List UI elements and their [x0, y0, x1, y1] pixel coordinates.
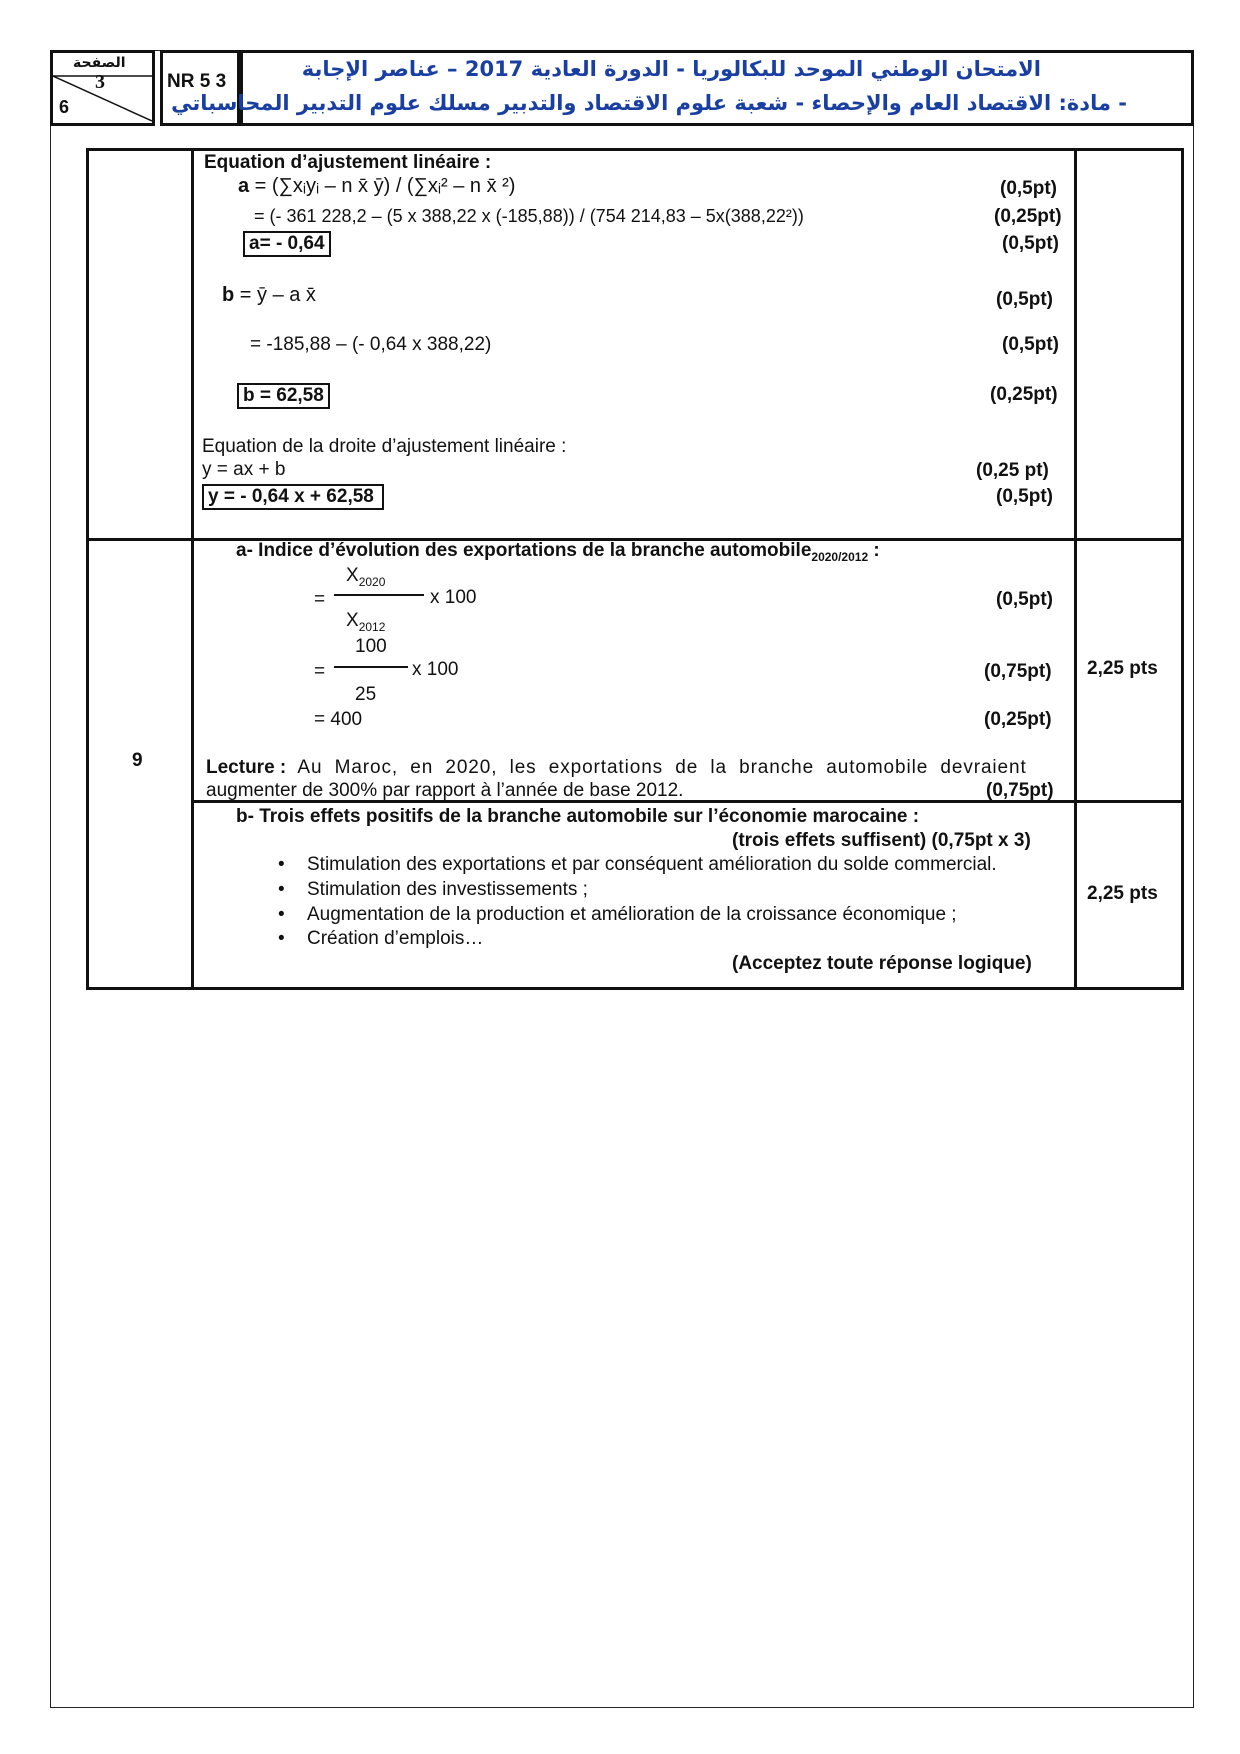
points: (0,5pt): [1002, 334, 1059, 355]
frac1-den: X: [346, 610, 359, 631]
frac1-denominator: [346, 610, 385, 634]
a-formula: [238, 175, 515, 198]
page-total: 6: [59, 97, 70, 117]
list-bullet: •: [278, 928, 285, 949]
fraction-line: [334, 666, 408, 668]
line-result: y = - 0,64 x + 62,58: [202, 484, 384, 510]
b-label: b: [222, 284, 235, 306]
equals-sign: =: [314, 661, 326, 682]
times-100: x 100: [430, 587, 477, 608]
a-calculation: = (- 361 228,2 – (5 x 388,22 x (-185,88)) / (754 214,83 – 5x(388,22²)): [254, 206, 804, 226]
a-heading-text: a- Indice d’évolution des exportations de la branche automobile: [236, 540, 812, 561]
question-number-cell: [86, 148, 194, 541]
b-formula: [222, 284, 316, 307]
a-formula-text: = (∑xᵢyᵢ – n x̄ ȳ) / (∑xᵢ² – n x̄ ²): [249, 175, 516, 197]
exam-code: NR 5 3: [167, 71, 227, 92]
b-note: (trois effets suffisent) (0,75pt x 3): [732, 830, 1031, 851]
points: (0,5pt): [996, 589, 1053, 610]
list-bullet: •: [278, 879, 285, 900]
points: (0,75pt): [984, 661, 1052, 682]
b-result: b = 62,58: [237, 383, 330, 409]
lecture-text: Au Maroc, en 2020, les exportations de la branche automobile devraient: [286, 757, 1027, 778]
points-cell-8: [1074, 148, 1184, 541]
frac2-numerator: 100: [355, 636, 387, 657]
times-100: x 100: [412, 659, 459, 680]
b-formula-text: = ȳ – a x̄: [234, 284, 316, 306]
list-bullet: •: [278, 854, 285, 875]
frac1-num: X: [346, 565, 359, 586]
a-label: a: [238, 175, 250, 197]
points: (0,5pt): [1002, 233, 1059, 254]
frac1-numerator: [346, 565, 385, 589]
total-points: 2,25 pts: [1087, 658, 1158, 679]
line-heading: Equation de la droite d’ajustement linéaire :: [202, 436, 567, 457]
points: (0,25pt): [984, 709, 1052, 730]
points: (0,25pt): [990, 384, 1058, 405]
page-number: 3: [95, 71, 105, 93]
lecture-line-2: augmenter de 300% par rapport à l’année de base 2012.: [206, 780, 684, 801]
list-item: Augmentation de la production et amélioration de la croissance économique ;: [307, 904, 957, 925]
frac1-den-sub: 2012: [358, 619, 386, 634]
result: = 400: [314, 709, 363, 730]
list-bullet: •: [278, 904, 285, 925]
b-calculation: = -185,88 – (- 0,64 x 388,22): [250, 334, 492, 355]
points: (0,75pt): [986, 780, 1054, 801]
fraction-line: [334, 594, 424, 596]
section-heading: Equation d’ajustement linéaire :: [204, 152, 492, 173]
equals-sign: =: [314, 589, 326, 610]
page-label: الصفحة: [73, 55, 126, 71]
a-heading-sub: 2020/2012: [811, 549, 869, 564]
b-heading: b- Trois effets positifs de la branche automobile sur l’économie marocaine :: [236, 806, 920, 827]
title-line-1: الامتحان الوطني الموحد للبكالوريا - الدورة العادية 2017 – عناصر الإجابة: [301, 57, 1041, 81]
points: (0,5pt): [1000, 178, 1057, 199]
points: (0,25pt): [994, 206, 1062, 227]
points: (0,5pt): [996, 289, 1053, 310]
frac2-denominator: 25: [355, 684, 377, 705]
question-number: 9: [132, 750, 143, 771]
total-points: 2,25 pts: [1087, 883, 1158, 904]
a-heading-end: :: [868, 540, 880, 561]
points: (0,5pt): [996, 486, 1053, 507]
frac1-num-sub: 2020: [358, 574, 386, 589]
line-general: y = ax + b: [202, 459, 286, 480]
lecture-line-1: [206, 757, 1061, 779]
points: (0,25 pt): [976, 460, 1049, 481]
b-footer: (Acceptez toute réponse logique): [732, 953, 1032, 974]
list-item: Stimulation des exportations et par conséquent amélioration du solde commercial.: [307, 854, 997, 875]
list-item: Création d’emplois…: [307, 928, 484, 949]
list-item: Stimulation des investissements ;: [307, 879, 588, 900]
lecture-label: Lecture :: [206, 757, 287, 778]
a-result: a= - 0,64: [243, 231, 331, 257]
page-number-box: [50, 50, 155, 126]
a-heading: [236, 540, 880, 564]
title-line-2: - مادة: الاقتصاد العام والإحصاء - شعبة علوم الاقتصاد والتدبير مسلك علوم التدبير المحاسباتي: [171, 91, 1127, 115]
